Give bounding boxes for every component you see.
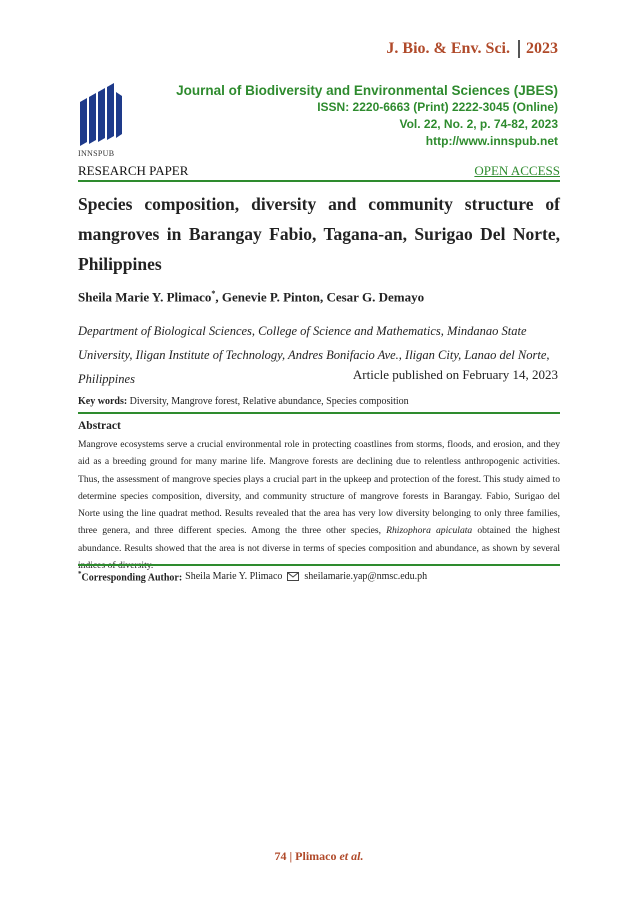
running-head bbox=[386, 40, 558, 58]
abstract-heading: Abstract bbox=[78, 420, 121, 432]
corresponding-email[interactable]: sheilamarie.yap@nmsc.edu.ph bbox=[304, 571, 428, 583]
footer-etal: et al. bbox=[339, 849, 364, 863]
corresponding-label-mark: * bbox=[78, 570, 82, 578]
abstract-species: Rhizophora apiculata bbox=[386, 525, 473, 537]
open-access-link[interactable]: OPEN ACCESS bbox=[474, 163, 560, 178]
corresponding-label bbox=[78, 570, 182, 583]
journal-volume: Vol. 22, No. 2, p. 74-82, 2023 bbox=[399, 117, 558, 131]
journal-issn: ISSN: 2220-6663 (Print) 2222-3045 (Online) bbox=[317, 100, 558, 114]
page-number: 74 bbox=[274, 849, 287, 863]
abstract-part1: Mangrove ecosystems serve a crucial environmental role in protecting coastlines from storms, floods, and erosion, and they aid as a breeding ground for many marine life. Mangrove forests are declining due to relentless anthropogenic activities. Thus, the assessment of mangrove species plays a crucial part in the upkeep and protection of the forest. This study aimed to determine species composition, diversity, and community structure of mangrove forests in Barangay. Fabio, Surigao del Norte using the line quadrat method. Results revealed that the area has very low diversity belonging to only three families, three genera, and three different species. Among the three other species, bbox=[78, 439, 560, 537]
corresponding-label-text: Corresponding Author: bbox=[81, 572, 183, 584]
corresponding-author bbox=[78, 570, 427, 583]
innspub-logo-icon bbox=[78, 80, 128, 160]
corresponding-mark: * bbox=[211, 289, 216, 298]
abstract-part2: obtained the highest abundance. Results showed that the area is not diverse in terms of species composition and abundance, as shown by several bbox=[78, 525, 560, 554]
footer-author: Plimaco bbox=[295, 849, 340, 863]
envelope-icon bbox=[287, 572, 299, 581]
running-head-journal: J. Bio. & Env. Sci. bbox=[386, 40, 510, 57]
paper-type-row bbox=[78, 163, 560, 179]
paper-type: RESEARCH PAPER bbox=[78, 163, 189, 178]
corresponding-name: Sheila Marie Y. Plimaco bbox=[185, 571, 283, 583]
abstract-body bbox=[78, 436, 560, 574]
article-title: Species composition, diversity and community structure of mangroves in Barangay Fabio, Tagana-an, Surigao Del Norte, Philippines bbox=[78, 194, 560, 274]
header-divider bbox=[78, 180, 560, 182]
footer-separator: | bbox=[286, 849, 296, 863]
logo-text: INNSPUB bbox=[78, 149, 115, 158]
keywords bbox=[78, 396, 409, 407]
page-footer bbox=[0, 849, 638, 864]
author-first: Sheila Marie Y. Plimaco bbox=[78, 289, 212, 305]
running-head-divider bbox=[518, 40, 520, 58]
publication-date: Article published on February 14, 2023 bbox=[352, 367, 558, 382]
affiliation: Department of Biological Sciences, College of Science and Mathematics, Mindanao State University, Iligan Institute of Technology, Andres Bonifacio Ave., Iligan City, Lanao del Norte, Philippines bbox=[78, 324, 550, 386]
abstract-divider bbox=[78, 564, 560, 566]
journal-name: Journal of Biodiversity and Environmental Sciences (JBES) bbox=[176, 83, 558, 98]
journal-url[interactable]: http://www.innspub.net bbox=[425, 134, 558, 148]
keywords-text: Diversity, Mangrove forest, Relative abundance, Species composition bbox=[129, 396, 409, 407]
journal-header bbox=[176, 82, 558, 150]
author-rest: , Genevie P. Pinton, Cesar G. Demayo bbox=[215, 289, 425, 305]
keywords-label: Key words: bbox=[78, 396, 128, 407]
running-head-year: 2023 bbox=[526, 40, 558, 57]
authors bbox=[78, 289, 424, 305]
keywords-divider bbox=[78, 412, 560, 414]
